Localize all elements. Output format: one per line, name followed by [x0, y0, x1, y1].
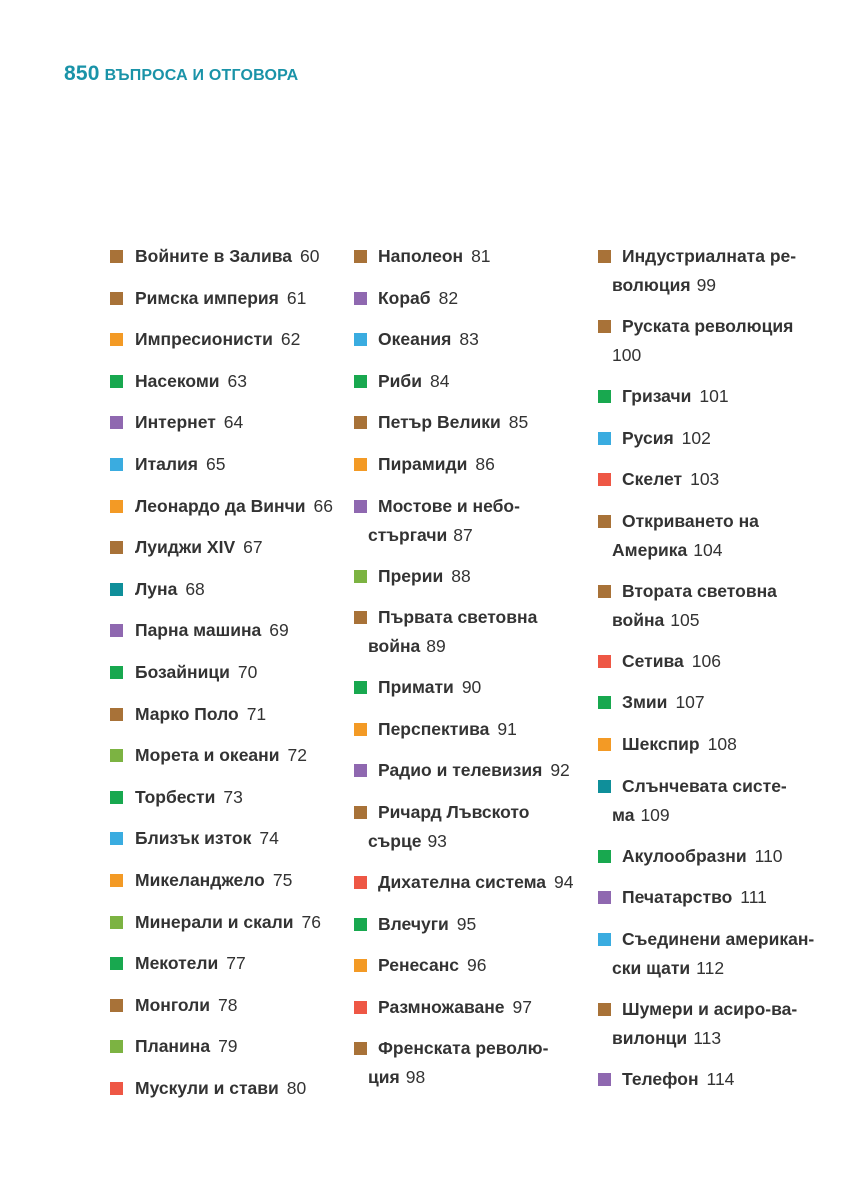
entry-title: Телефон — [622, 1068, 699, 1089]
toc-entry — [354, 242, 491, 271]
page-number: 109 — [640, 804, 670, 825]
page-number: 75 — [272, 870, 293, 890]
entry-title: Влечуги — [378, 913, 449, 934]
page-number: 67 — [243, 537, 263, 558]
entry-title: Луна — [135, 578, 178, 599]
page-number: 96 — [467, 955, 487, 976]
toc-entry — [354, 492, 520, 550]
entry-title-continued: волюция — [612, 275, 691, 295]
toc-entry — [110, 658, 258, 687]
toc-entry — [598, 995, 798, 1053]
toc-entry — [354, 910, 477, 939]
toc-entry — [110, 533, 263, 562]
page-number: 106 — [691, 650, 721, 671]
color-marker-square — [598, 250, 611, 263]
page-number: 62 — [280, 329, 301, 350]
toc-entry — [354, 798, 530, 856]
toc-entry — [354, 562, 471, 591]
entry-title: Марко Поло — [135, 703, 239, 724]
entry-title: Френската револю- — [378, 1038, 549, 1059]
toc-entry — [110, 908, 321, 937]
entry-title: Радио и телевизия — [378, 760, 543, 781]
entry-title: Шекспир — [622, 734, 700, 754]
color-marker-square — [110, 957, 123, 970]
toc-entry — [598, 424, 711, 453]
toc-entry — [598, 382, 729, 411]
toc-entry — [354, 951, 487, 980]
entry-title: Минерали и скали — [135, 911, 294, 932]
page-number: 90 — [461, 677, 482, 698]
entry-title: Бозайници — [135, 662, 230, 682]
page-number: 92 — [550, 760, 570, 781]
entry-title-continued: война — [612, 609, 665, 630]
page-number: 108 — [707, 734, 737, 754]
toc-entry — [110, 991, 238, 1020]
toc-entry — [110, 1074, 307, 1103]
color-marker-square — [598, 655, 611, 668]
toc-entry — [110, 741, 307, 770]
page-number: 88 — [451, 565, 471, 586]
color-marker-square — [110, 708, 123, 721]
entry-title-continued: ма — [612, 804, 635, 825]
page-number: 110 — [754, 845, 783, 866]
toc-entry — [354, 673, 482, 702]
entry-title: Мекотели — [135, 953, 219, 974]
page-number: 64 — [223, 412, 244, 433]
entry-title: Първата световна — [378, 607, 538, 628]
page-number: 99 — [696, 275, 717, 295]
toc-entry — [110, 408, 244, 437]
page-number: 70 — [237, 662, 258, 682]
entry-title: Гризачи — [622, 386, 692, 406]
entry-title: Импресионисти — [135, 329, 273, 350]
page-number: 89 — [426, 636, 446, 657]
toc-entry — [354, 756, 570, 785]
toc-entry — [598, 772, 787, 830]
page-number: 114 — [706, 1068, 735, 1089]
page-number: 82 — [438, 287, 459, 308]
toc-entry — [110, 700, 267, 729]
entry-title: Леонардо да Винчи — [135, 495, 306, 516]
entry-title: Перспектива — [378, 718, 490, 739]
page-number: 61 — [286, 287, 307, 308]
color-marker-square — [354, 764, 367, 777]
color-marker-square — [598, 891, 611, 904]
page-number: 97 — [512, 996, 533, 1017]
entry-title: Близък изток — [135, 828, 252, 849]
toc-entry — [598, 842, 783, 871]
toc-entry — [598, 883, 767, 912]
toc-entry — [598, 730, 737, 759]
color-marker-square — [354, 250, 367, 263]
entry-title: Ренесанс — [378, 955, 460, 976]
page-number: 71 — [246, 703, 267, 724]
entry-title: Насекоми — [135, 370, 220, 391]
color-marker-square — [354, 570, 367, 583]
entry-title: Мускули и стави — [135, 1078, 279, 1098]
entry-title: Русия — [622, 427, 674, 448]
toc-entry — [598, 465, 720, 494]
color-marker-square — [110, 292, 123, 305]
color-marker-square — [110, 583, 123, 596]
page-number: 104 — [693, 539, 723, 560]
entry-title: Микеланджело — [135, 870, 265, 890]
entry-title: Скелет — [622, 469, 683, 490]
page-number: 84 — [430, 370, 450, 391]
color-marker-square — [110, 500, 123, 513]
page-number: 107 — [675, 692, 705, 713]
entry-title: Шумери и асиро-ва- — [622, 998, 798, 1019]
entry-title-continued: ски щати — [612, 957, 691, 978]
page-number: 91 — [497, 718, 517, 739]
toc-entry — [354, 868, 574, 897]
toc-entry — [598, 647, 721, 676]
entry-title: Ричард Лъвското — [378, 802, 530, 822]
page-number: 65 — [205, 454, 226, 474]
color-marker-square — [354, 876, 367, 889]
entry-title: Монголи — [135, 994, 211, 1015]
entry-title: Наполеон — [378, 246, 464, 266]
page-number: 73 — [223, 786, 243, 807]
page-number: 72 — [287, 745, 307, 766]
page-number: 60 — [300, 246, 320, 266]
page-number: 94 — [554, 872, 574, 892]
entry-title: Печатарство — [622, 887, 733, 908]
color-marker-square — [598, 473, 611, 486]
page-number: 101 — [699, 386, 729, 406]
color-marker-square — [354, 292, 367, 305]
color-marker-square — [354, 611, 367, 624]
toc-entry — [598, 688, 705, 717]
toc-entry — [354, 408, 529, 437]
entry-title: Римска империя — [135, 287, 279, 308]
toc-entry — [110, 325, 301, 354]
entry-title: Риби — [378, 370, 422, 391]
toc-entry — [354, 367, 450, 396]
entry-title: Италия — [135, 454, 198, 474]
color-marker-square — [354, 458, 367, 471]
toc-entry — [110, 367, 247, 396]
entry-title: Индустриалната ре- — [622, 246, 797, 266]
page-number: 80 — [286, 1078, 307, 1098]
color-marker-square — [354, 375, 367, 388]
page-number: 78 — [218, 994, 238, 1015]
page-number: 102 — [681, 427, 711, 448]
color-marker-square — [354, 333, 367, 346]
entry-title: Океания — [378, 329, 452, 350]
title-number: 850 — [64, 62, 100, 85]
color-marker-square — [354, 806, 367, 819]
color-marker-square — [598, 850, 611, 863]
page-number: 85 — [508, 412, 529, 433]
color-marker-square — [598, 585, 611, 598]
page-number: 95 — [456, 913, 477, 934]
color-marker-square — [354, 723, 367, 736]
color-marker-square — [598, 390, 611, 403]
entry-title: Размножаване — [378, 996, 505, 1017]
toc-entry — [110, 616, 289, 645]
color-marker-square — [354, 1042, 367, 1055]
entry-title: Дихателна система — [378, 872, 547, 892]
color-marker-square — [110, 832, 123, 845]
page-number: 83 — [459, 329, 479, 350]
entry-title-continued: война — [368, 636, 421, 657]
entry-title: Морета и океани — [135, 745, 280, 766]
entry-title: Откриването на — [622, 510, 759, 531]
color-marker-square — [354, 681, 367, 694]
page-number: 81 — [471, 246, 491, 266]
toc-entry — [354, 284, 459, 313]
toc-entry — [598, 312, 794, 370]
page-number: 77 — [226, 953, 246, 974]
toc-entry — [110, 1032, 238, 1061]
page-number: 68 — [185, 578, 205, 599]
color-marker-square — [110, 1040, 123, 1053]
entry-title-continued: сърце — [368, 831, 422, 851]
toc-entry — [598, 577, 777, 635]
color-marker-square — [598, 696, 611, 709]
entry-title-continued: вилонци — [612, 1027, 688, 1048]
toc-entry — [354, 325, 479, 354]
entry-title: Пирамиди — [378, 454, 468, 474]
page-number: 87 — [453, 524, 473, 545]
page-number: 66 — [313, 495, 333, 516]
page-number: 76 — [301, 911, 321, 932]
page-number: 105 — [670, 609, 700, 630]
color-marker-square — [354, 500, 367, 513]
color-marker-square — [110, 791, 123, 804]
color-marker-square — [598, 320, 611, 333]
toc-entry — [354, 993, 533, 1022]
page-number: 79 — [218, 1036, 238, 1057]
page-number: 103 — [690, 469, 720, 490]
toc-entry — [110, 242, 320, 271]
page-number: 112 — [696, 957, 725, 978]
color-marker-square — [110, 250, 123, 263]
color-marker-square — [110, 375, 123, 388]
book-title — [64, 62, 298, 86]
page-number: 100 — [612, 345, 642, 365]
toc-entry — [598, 507, 759, 565]
entry-title: Руската революция — [622, 316, 794, 336]
color-marker-square — [598, 1073, 611, 1086]
color-marker-square — [110, 624, 123, 637]
color-marker-square — [598, 1003, 611, 1016]
color-marker-square — [110, 333, 123, 346]
entry-title-continued: Америка — [612, 539, 688, 560]
entry-title: Змии — [622, 692, 668, 713]
toc-entry — [354, 603, 538, 661]
toc-entry — [110, 824, 279, 853]
toc-entry — [110, 866, 293, 895]
color-marker-square — [110, 541, 123, 554]
page-number: 93 — [427, 831, 447, 851]
color-marker-square — [110, 458, 123, 471]
entry-title: Парна машина — [135, 620, 262, 641]
toc-entry — [110, 949, 246, 978]
page-number: 69 — [269, 620, 289, 641]
toc-entry — [110, 450, 226, 479]
toc-entry — [598, 925, 815, 983]
toc-entry — [598, 1065, 735, 1094]
color-marker-square — [354, 416, 367, 429]
entry-title-continued: стъргачи — [368, 524, 448, 545]
entry-title: Сетива — [622, 650, 684, 671]
color-marker-square — [110, 416, 123, 429]
color-marker-square — [110, 1082, 123, 1095]
page-number: 111 — [740, 887, 767, 908]
entry-title: Прерии — [378, 565, 444, 586]
color-marker-square — [354, 918, 367, 931]
page-number: 63 — [227, 370, 247, 391]
color-marker-square — [598, 738, 611, 751]
page-number: 86 — [475, 454, 495, 474]
color-marker-square — [110, 666, 123, 679]
color-marker-square — [354, 1001, 367, 1014]
entry-title: Мостове и небо- — [378, 495, 520, 516]
toc-entry — [354, 715, 517, 744]
toc-entry — [110, 575, 205, 604]
entry-title: Примати — [378, 677, 454, 698]
entry-title: Планина — [135, 1036, 211, 1057]
entry-title: Торбести — [135, 786, 216, 807]
entry-title: Втората световна — [622, 580, 777, 601]
color-marker-square — [110, 749, 123, 762]
entry-title: Слънчевата систе- — [622, 775, 787, 796]
entry-title: Кораб — [378, 287, 431, 308]
page-number: 74 — [259, 828, 279, 849]
toc-entry — [110, 492, 333, 521]
entry-title: Съединени американ- — [622, 928, 815, 949]
color-marker-square — [110, 916, 123, 929]
color-marker-square — [110, 999, 123, 1012]
color-marker-square — [110, 874, 123, 887]
toc-entry — [354, 450, 495, 479]
toc-entry — [110, 284, 307, 313]
page-number: 113 — [693, 1027, 722, 1048]
color-marker-square — [598, 780, 611, 793]
toc-entry — [110, 783, 243, 812]
entry-title: Акулообразни — [622, 845, 747, 866]
color-marker-square — [598, 933, 611, 946]
title-text: ВЪПРОСА И ОТГОВОРА — [104, 67, 299, 84]
entry-title: Войните в Залива — [135, 246, 293, 266]
entry-title: Петър Велики — [378, 412, 501, 433]
entry-title: Луиджи XIV — [135, 537, 236, 558]
page-number: 98 — [405, 1067, 426, 1088]
entry-title: Интернет — [135, 412, 216, 433]
entry-title-continued: ция — [368, 1067, 400, 1088]
color-marker-square — [354, 959, 367, 972]
color-marker-square — [598, 515, 611, 528]
color-marker-square — [598, 432, 611, 445]
toc-entry — [354, 1034, 549, 1092]
toc-entry — [598, 242, 797, 300]
